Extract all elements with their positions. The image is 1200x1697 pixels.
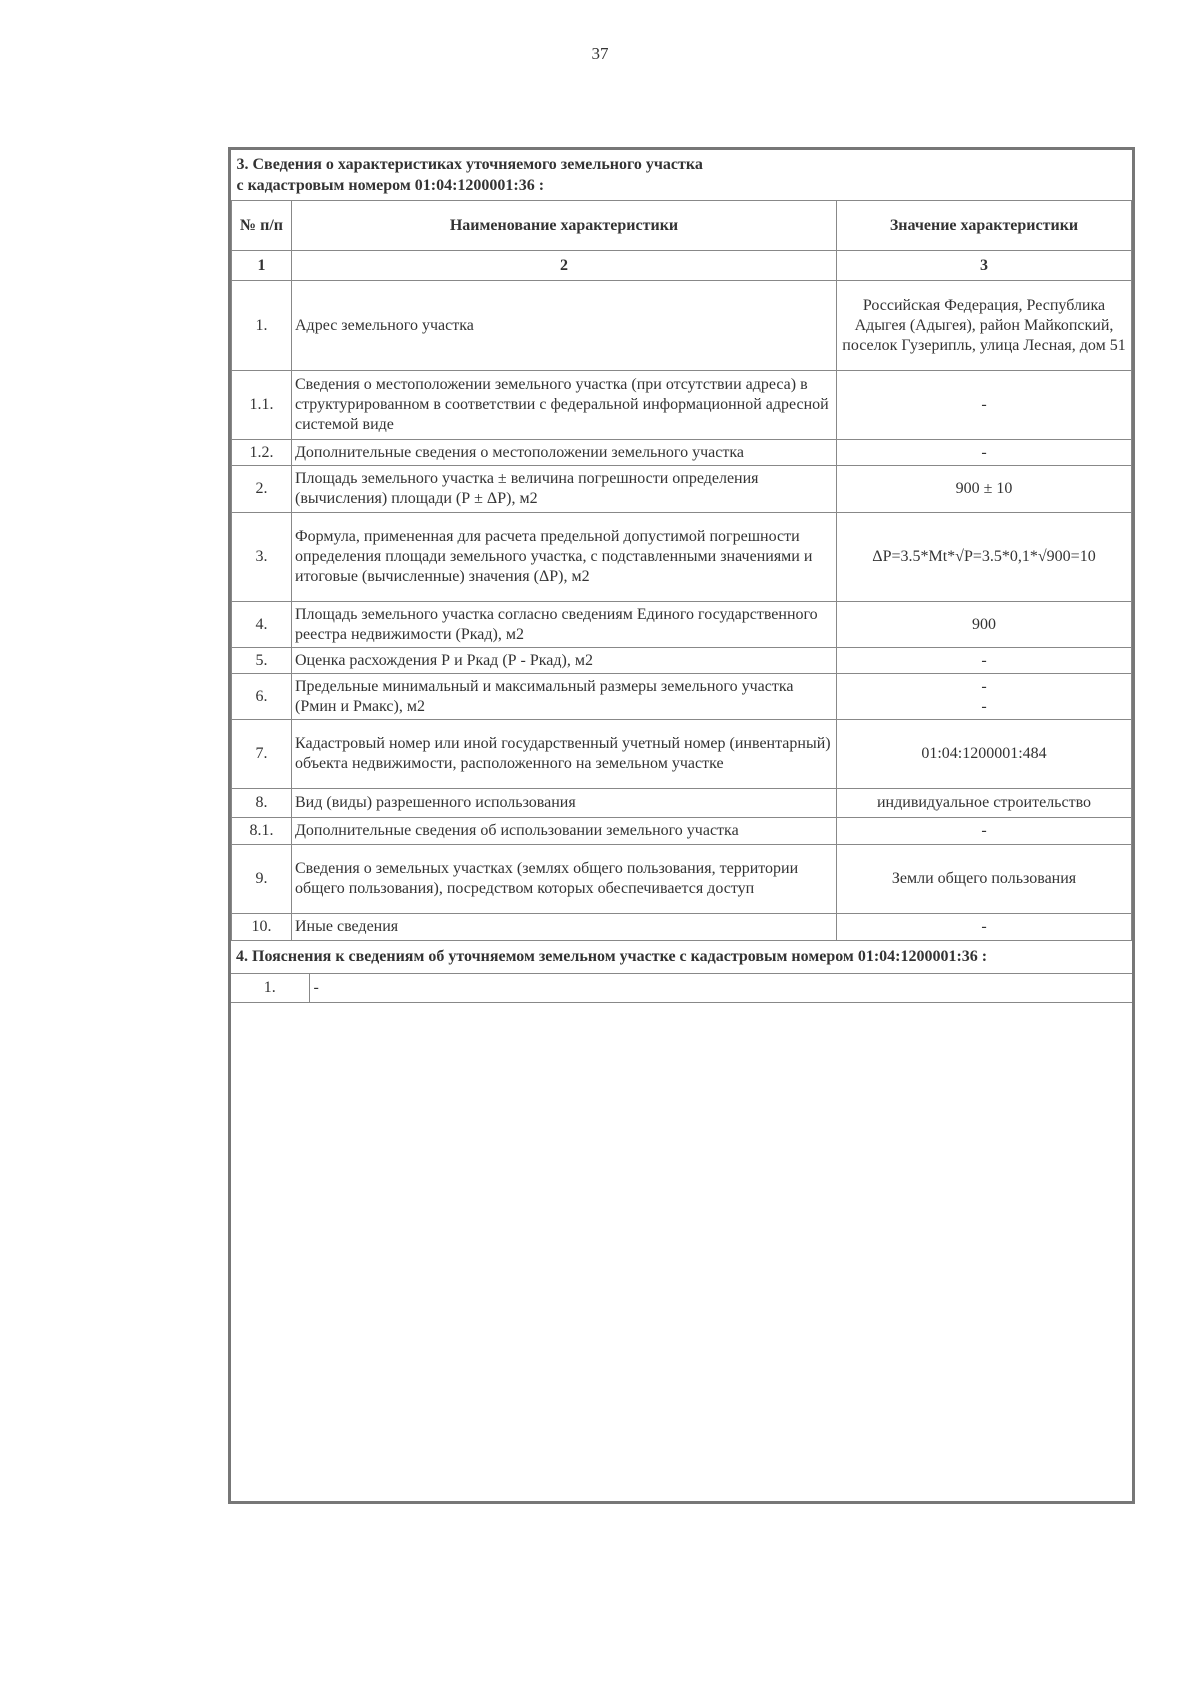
row-num: 8.1. (232, 818, 292, 845)
row-name: Сведения о местоположении земельного участка (при отсутствии адреса) в структурированном в соответствии с федеральной информационной адресной системой виде (292, 371, 837, 440)
row-name: Формула, примененная для расчета предельной допустимой погрешности определения площади земельного участка, с подставленными значениями и итоговые (вычисленные) значения (ΔР), м2 (292, 513, 837, 602)
row-value: индивидуальное строительство (837, 789, 1132, 818)
row-name: Площадь земельного участка ± величина погрешности определения (вычисления) площади (Р ± ΔР), м2 (292, 466, 837, 513)
row-value: - (837, 914, 1132, 941)
row-name: Дополнительные сведения об использовании земельного участка (292, 818, 837, 845)
section3-title-row (232, 150, 1132, 201)
row-num: 8. (232, 789, 292, 818)
header-num: № п/п (232, 201, 292, 251)
row-name: Сведения о земельных участках (землях общего пользования, территории общего пользования), посредством которых обеспечивается доступ (292, 845, 837, 914)
row-name: Предельные минимальный и максимальный размеры земельного участка (Рмин и Рмакс), м2 (292, 674, 837, 720)
header-row (232, 201, 1132, 251)
row-num: 2. (232, 466, 292, 513)
header-value: Значение характеристики (837, 201, 1132, 251)
row-num: 10. (232, 914, 292, 941)
table-row (232, 648, 1132, 674)
row-name: Адрес земельного участка (292, 281, 837, 371)
row-value: 900 ± 10 (837, 466, 1132, 513)
explanations-table (231, 974, 1132, 1003)
row-num: 6. (232, 674, 292, 720)
row-value-min: - (981, 677, 987, 695)
row-value: ΔР=3.5*Mt*√Р=3.5*0,1*√900=10 (837, 513, 1132, 602)
row-num: 5. (232, 648, 292, 674)
row-value-max: - (981, 697, 987, 715)
table-row (232, 789, 1132, 818)
row-text: - (309, 974, 1132, 1003)
document-frame (228, 147, 1135, 1504)
row-value: - (837, 440, 1132, 466)
row-num: 3. (232, 513, 292, 602)
section3-title-line2: с кадастровым номером 01:04:1200001:36 : (236, 177, 545, 194)
row-num: 4. (232, 602, 292, 648)
table-row (232, 818, 1132, 845)
row-name: Вид (виды) разрешенного использования (292, 789, 837, 818)
table-row (232, 914, 1132, 941)
table-row (232, 602, 1132, 648)
row-num: 1.1. (232, 371, 292, 440)
row-name: Кадастровый номер или иной государственный учетный номер (инвентарный) объекта недвижимости, расположенного на земельном участке (292, 720, 837, 789)
row-value (837, 674, 1132, 720)
column-number-2: 2 (292, 251, 837, 281)
row-name: Иные сведения (292, 914, 837, 941)
row-name: Дополнительные сведения о местоположении земельного участка (292, 440, 837, 466)
table-row (232, 371, 1132, 440)
table-row (232, 845, 1132, 914)
row-value: - (837, 371, 1132, 440)
column-number-3: 3 (837, 251, 1132, 281)
table-row (231, 974, 1132, 1003)
section3-title (232, 150, 1132, 201)
characteristics-table (231, 150, 1132, 941)
row-name: Площадь земельного участка согласно сведениям Единого государственного реестра недвижимости (Ркад), м2 (292, 602, 837, 648)
row-value: 900 (837, 602, 1132, 648)
row-num: 1. (231, 974, 309, 1003)
column-number-1: 1 (232, 251, 292, 281)
page-number: 37 (591, 44, 609, 63)
row-name: Оценка расхождения Р и Ркад (Р - Ркад), м2 (292, 648, 837, 674)
table-row (232, 513, 1132, 602)
table-row (232, 674, 1132, 720)
row-value: - (837, 818, 1132, 845)
table-row (232, 440, 1132, 466)
row-value: - (837, 648, 1132, 674)
row-num: 7. (232, 720, 292, 789)
table-row (232, 466, 1132, 513)
header-name: Наименование характеристики (292, 201, 837, 251)
section3-title-line1: 3. Сведения о характеристиках уточняемого земельного участка (236, 156, 703, 173)
row-value: 01:04:1200001:484 (837, 720, 1132, 789)
table-row (232, 281, 1132, 371)
row-num: 1. (232, 281, 292, 371)
row-num: 1.2. (232, 440, 292, 466)
row-num: 9. (232, 845, 292, 914)
column-number-row (232, 251, 1132, 281)
section4-title: 4. Пояснения к сведениям об уточняемом земельном участке с кадастровым номером 01:04:1200001:36 : (231, 941, 1132, 974)
row-value: Российская Федерация, Республика Адыгея (Адыгея), район Майкопский, поселок Гузерипль, улица Лесная, дом 51 (837, 281, 1132, 371)
table-row (232, 720, 1132, 789)
row-value: Земли общего пользования (837, 845, 1132, 914)
